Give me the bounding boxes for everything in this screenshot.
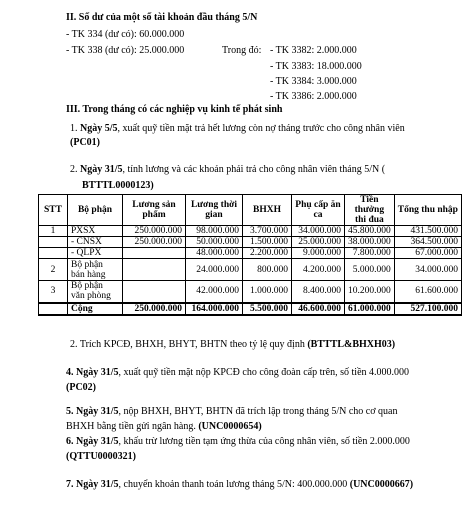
cell-lsp: 250.000.000 xyxy=(123,226,186,237)
item5-date: 5. Ngày 31/5 xyxy=(66,406,119,417)
item2-date: Ngày 31/5 xyxy=(80,164,123,175)
cell-tong: 61.600.000 xyxy=(394,281,461,303)
cell-stt xyxy=(39,303,68,315)
total-label: Cộng xyxy=(68,303,123,315)
item2-code: BTTTL0000123) xyxy=(82,180,154,191)
item7-date: 7. Ngày 31/5 xyxy=(66,479,119,490)
cell-tt: 38.000.000 xyxy=(345,237,395,248)
item7-text: , chuyển khoản thanh toán lương tháng 5/N: 400.000.000 xyxy=(118,479,350,490)
cell-lsp xyxy=(123,259,186,281)
table-row xyxy=(39,237,462,248)
cell-tong: 34.000.000 xyxy=(394,259,461,281)
cell-pc: 4.200.000 xyxy=(292,259,345,281)
item1-line xyxy=(70,123,405,135)
tk338-line: - TK 338 (dư có): 25.000.000 xyxy=(66,45,185,56)
cell-tong: 364.500.000 xyxy=(394,237,461,248)
item4-line xyxy=(66,367,409,379)
header-bo-phan: Bộ phận xyxy=(68,195,123,226)
total-tong: 527.100.000 xyxy=(394,303,461,315)
cell-stt: 3 xyxy=(39,281,68,303)
cell-pc: 25.000.000 xyxy=(292,237,345,248)
cell-ltg: 24.000.000 xyxy=(186,259,243,281)
cell-bo-phan: - CNSX xyxy=(68,237,123,248)
item7-line xyxy=(66,479,413,491)
table-total-row xyxy=(39,303,462,315)
total-bhxh: 5.500.000 xyxy=(243,303,292,315)
item4-text: , xuất quỹ tiền mặt nộp KPCĐ cho công đoàn cấp trên, số tiền 4.000.000 xyxy=(118,367,410,378)
item2-line xyxy=(70,164,385,176)
item6-date: 6. Ngày 31/5 xyxy=(66,436,119,447)
total-tt: 61.000.000 xyxy=(345,303,395,315)
cell-bhxh: 2.200.000 xyxy=(243,248,292,259)
cell-ltg: 48.000.000 xyxy=(186,248,243,259)
table-row xyxy=(39,226,462,237)
item1-text: , xuất quỹ tiền mặt trả hết lương còn nợ tháng trước cho công nhân viên xyxy=(117,123,405,134)
item4-date: 4. Ngày 31/5 xyxy=(66,367,119,378)
cell-ltg: 50.000.000 xyxy=(186,237,243,248)
header-bhxh: BHXH xyxy=(243,195,292,226)
cell-stt: 2 xyxy=(39,259,68,281)
cell-tong: 67.000.000 xyxy=(394,248,461,259)
item-2b-line xyxy=(70,339,395,351)
total-pc: 46.600.000 xyxy=(292,303,345,315)
cell-tt: 45.800.000 xyxy=(345,226,395,237)
trong-do-label: Trong đó: xyxy=(222,45,262,56)
cell-tt: 7.800.000 xyxy=(345,248,395,259)
cell-bo-phan: PXSX xyxy=(68,226,123,237)
item2-text: , tính lương và các khoản phải trả cho công nhân viên tháng 5/N ( xyxy=(122,164,386,175)
item6-text: , khấu trừ lương tiền tạm ứng thừa của công nhân viên, số tiền 2.000.000 xyxy=(118,436,410,447)
header-luong-thoi-gian: Lương thời gian xyxy=(186,195,243,226)
cell-bhxh: 1.000.000 xyxy=(243,281,292,303)
header-tien-thuong: Tiền thưởng thi đua xyxy=(345,195,395,226)
cell-tt: 10.200.000 xyxy=(345,281,395,303)
cell-pc: 8.400.000 xyxy=(292,281,345,303)
table-header-row xyxy=(39,195,462,226)
item-2b-text: 2. Trích KPCĐ, BHXH, BHYT, BHTN theo tỷ lệ quy định xyxy=(70,339,308,350)
cell-pc: 34.000.000 xyxy=(292,226,345,237)
cell-bhxh: 3.700.000 xyxy=(243,226,292,237)
header-tong-thu-nhap: Tổng thu nhập xyxy=(394,195,461,226)
tk3382-line: - TK 3382: 2.000.000 xyxy=(270,45,357,56)
item-2b-code: (BTTTL&BHXH03) xyxy=(307,339,396,350)
cell-ltg: 98.000.000 xyxy=(186,226,243,237)
item1-date: Ngày 5/5 xyxy=(80,123,118,134)
cell-stt: 1 xyxy=(39,226,68,237)
tk3383-line: - TK 3383: 18.000.000 xyxy=(270,61,362,72)
item5-text: , nộp BHXH, BHYT, BHTN đã trích lập trong tháng 5/N cho cơ quan xyxy=(118,406,398,417)
cell-tt: 5.000.000 xyxy=(345,259,395,281)
cell-bhxh: 1.500.000 xyxy=(243,237,292,248)
salary-table xyxy=(38,194,462,316)
item4-code: (PC02) xyxy=(66,382,96,393)
header-phu-cap: Phụ cấp ăn ca xyxy=(292,195,345,226)
cell-stt xyxy=(39,237,68,248)
cell-lsp xyxy=(123,248,186,259)
cell-lsp: 250.000.000 xyxy=(123,237,186,248)
tk3384-line: - TK 3384: 3.000.000 xyxy=(270,76,357,87)
cell-ltg: 42.000.000 xyxy=(186,281,243,303)
item5-line xyxy=(66,406,397,418)
table-row xyxy=(39,281,462,303)
table-row xyxy=(39,248,462,259)
header-luong-san-pham: Lương sản phẩm xyxy=(123,195,186,226)
tk3386-line: - TK 3386: 2.000.000 xyxy=(270,91,357,102)
item5-code: (UNC0000654) xyxy=(198,421,262,432)
item7-code: (UNC0000667) xyxy=(349,479,414,490)
cell-pc: 9.000.000 xyxy=(292,248,345,259)
cell-lsp xyxy=(123,281,186,303)
cell-bo-phan: Bộ phận văn phòng xyxy=(68,281,123,303)
total-ltg: 164.000.000 xyxy=(186,303,243,315)
cell-bo-phan: Bộ phận bán hàng xyxy=(68,259,123,281)
total-lsp: 250.000.000 xyxy=(123,303,186,315)
item5-text2: BHXH bằng tiền gửi ngân hàng. xyxy=(66,421,199,432)
item2-prefix: 2. xyxy=(70,164,78,175)
tk334-line: - TK 334 (dư có): 60.000.000 xyxy=(66,29,185,40)
cell-bo-phan: - QLPX xyxy=(68,248,123,259)
cell-stt xyxy=(39,248,68,259)
section3-title: III. Trong tháng có các nghiệp vụ kinh tế phát sinh xyxy=(66,104,283,115)
cell-tong: 431.500.000 xyxy=(394,226,461,237)
table-row xyxy=(39,259,462,281)
item6-line xyxy=(66,436,410,448)
item1-prefix: 1. xyxy=(70,123,78,134)
item6-code: (QTTU0000321) xyxy=(66,451,136,462)
cell-bhxh: 800.000 xyxy=(243,259,292,281)
item1-code: (PC01) xyxy=(70,137,100,148)
section2-title: II. Số dư của một số tài khoản đầu tháng 5/N xyxy=(66,12,258,23)
header-stt: STT xyxy=(39,195,68,226)
item5-line2 xyxy=(66,421,262,433)
